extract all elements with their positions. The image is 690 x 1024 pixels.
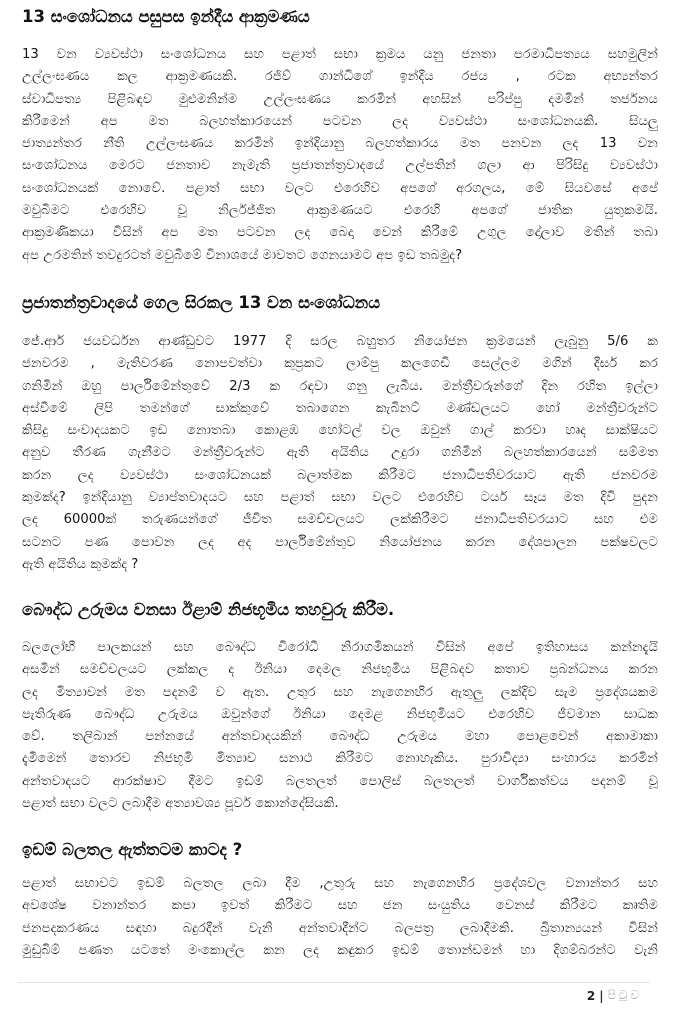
section-paragraph-buddhist-heritage — [22, 637, 658, 815]
section-paragraph-13th-amendment-indian-invasion — [22, 44, 658, 267]
text-line: අවශේෂ වනාන්තර කපා ඉවත් කිරීමට සහ ජන සංයුතිය වෙනස් කිරීමට කෘතිම — [22, 898, 658, 914]
text-line: ජේ.ආර් ජයවර්ධන ආණ්ඩුවට 1977 දි සරල බහුතර නියෝජන ක්‍රමයෙන් ලැබුනු 5/6 ක — [22, 334, 658, 349]
text-line: ලද 60000ක් තරුණයන්ගේ ජීවිත සමච්චලයට ලක්කිරීමට ජනාධිපතිවරයාට සහ එම — [22, 512, 658, 528]
text-line: ජනපදකරණය සඳහා බදුරදීන් වැනි අන්තවාදීන්ට බලපත්‍ර ලබාදීමකි. බ්‍රිතාන්‍යයන් විසින් — [22, 920, 658, 936]
section-heading-land-powers: ඉඩම් බලතල ඇත්තටම කාටද ? — [22, 840, 243, 859]
text-line: වේ. තලිබාන් පන්නයේ අන්තවාදයකින් බෞද්ධ උරුමය මහා පොළවෙන් අකාමාකා — [22, 729, 658, 745]
text-line: අනුව තීරණ ගැනීමට මන්ත්‍රීවරුන්ට ඇති අයිතිය උදුරා ගනිමින් බලහත්කාරයෙන් සම්මත — [22, 445, 658, 461]
page-number: 2 — [586, 988, 596, 1003]
text-line: 13 වන ව්‍යවස්ථා සංශෝධනය සහ පළාත් සභා ක්‍රමය යනු ජනතා පරමාධිපත්‍යය සහමුලින් — [22, 47, 658, 62]
section-paragraph-democracy-strangled — [22, 331, 658, 576]
footer-divider — [18, 982, 650, 983]
text-line: ජාත්‍යන්තර නීති උල්ලංඝණය කරමින් ඉන්දියානු බලහත්කාරය මත පනවන ලද 13 වන — [22, 136, 658, 152]
text-line: ලද මිත්‍යාවන් මත පදනම් ව ඇත. උතුර සහ නැගෙනහිර ඇතුලු ලක්දිව සැම ප්‍රදේශයකම — [22, 684, 658, 700]
section-paragraph-land-powers — [22, 873, 658, 962]
text-line: මුඩුබිම් පණත යටතේ මංකොල්ල කන ලද කඳුකර ඉඩම් තොන්ඩමන් හා දිගම්බරන්ට වැනි — [22, 942, 658, 958]
text-line: අන්තවාදයට ආරක්ෂාව දීමට ඉඩම් බලතලත් පොලිස් බලතලත් වාර්ගිකත්වය පදනම් වූ — [22, 773, 658, 789]
text-line: අසමින් සමච්චලයට ලක්කල ද ඊනියා දෙමල නිජභූමිය පිළිබදව කතාව ප්‍රබන්ධනය කරන — [22, 662, 658, 678]
page-footer — [587, 988, 642, 1003]
text-line: සංශෝධනයක් නොවේ. පළාත් සභා වලට එරෙහිව අපගේ අරගලය, මේ සියවසේ අපේ — [22, 180, 658, 196]
text-line: කුමක්ද? ඉන්දියානු ව්‍යාප්තවාදයට සහ පළාත් සභා වලට එරෙහිව ටයර් සෑය මත දිවි පුදන — [22, 490, 658, 506]
text-line: අස්වීමේ ලිපි තමන්ගේ සාක්කුවේ තබාගෙන කැබිනට් මණ්ඩලයට හෝ මන්ත්‍රීවරුන්ට — [22, 400, 658, 416]
section-heading-13th-amendment-indian-invasion: 13 සංශෝධනය පසුපස ඉන්දීය ආක්‍රමණය — [22, 7, 310, 26]
text-line: මවුබිමට එරෙහිව වූ නිර්ලජ්ජිත ආක්‍රමණයට එරෙහි අපගේ ජාතික යුතුකමයි. — [22, 203, 658, 219]
text-line: කිරීමෙන් අප මත බලහත්කාරයෙන් පටවන ලද ව්‍යවස්ථා සංශෝධනයකි. සියලු — [22, 113, 658, 129]
text-line: උල්ලංඝණය කල ආක්‍රමණයකි. රජිව් ගාන්ධිගේ ඉන්දීය රජය , රටක අභ්‍යන්තර — [22, 69, 658, 85]
page-label: පිටුව — [607, 988, 642, 1002]
text-line: කිසිදු සංවාදයකට ඉඩ නොතබා කොළඹ හෝටල් වල ඔවුන් ගාල් කරවා හෘද සාක්ෂියට — [22, 423, 658, 439]
text-line: බලලෝභී පාලකයන් සහ බෞද්ධ විරෝධී නිරාගමිකයන් විසින් අපේ ඉතිහාසය කන්නදැයි — [22, 640, 658, 655]
text-line: ගනිමින් ඔහු පාර්ලිමේන්තුවේ 2/3 ක රඳවා ගනු ලැබීය. මන්ත්‍රීවරුන්ගේ දින රහිත ඉල්ලා — [22, 378, 658, 394]
text-line: ස්වාධිපත්‍ය පිළිබඳව මුළුමනින්ම උල්ලංඝණය කරමින් අහසින් පරිප්පු දමමින් තර්ජනය — [22, 91, 658, 107]
section-heading-democracy-strangled: ප්‍රජාතන්ත්‍රවාදයේ ගෙල සිරකල 13 වන සංශෝධනය — [22, 293, 381, 312]
text-line: සංශෝධනය මෙරට ජනතාව නැමැති ප්‍රජාතන්ත්‍රවාදයේ උල්පතින් ගලා ආ පිරිසිදු ව්‍යවස්ථා — [22, 158, 658, 174]
section-heading-buddhist-heritage: බෞද්ධ උරුමය වනසා ඊළාම් නිජභූමිය තහවුරු කිරීම. — [22, 600, 395, 619]
text-line: පළාත් සභාවට ඉඩම් බලතල ලබා දීම ,උතුරු සහ නැගෙනහිර ප්‍රදේශවල වනාන්තර සහ — [22, 876, 658, 891]
text-line: ආක්‍රමණිකයා විසින් අප මත පටවන ලද බෙදා වෙන් කිරීමේ උගුල දෝලාව මතින් තබා — [22, 225, 658, 241]
text-line: දැමීමෙන් තොරව නිජභූමි මිත්‍යාව සනාථ කිරීමට නොහැකිය. පුරාවිද්‍යා සංහාරය කරමින් — [22, 751, 658, 767]
text-line: ඇති අයිතිය කුමක්ද ? — [22, 556, 139, 572]
text-line: පැතිරුණ බෞද්ධ උරුමය ඔවුන්ගේ ඊනියා දෙමළ නිජභූමියට එරෙහිව ජීවමාන සාධක — [22, 706, 658, 722]
footer-separator: | — [599, 988, 604, 1003]
text-line: සටනට පණ පොවන ලද අද පාර්ලිමේන්තුව නියෝජනය කරන දේශපාලන පක්ෂවලට — [22, 534, 658, 550]
text-line: පළාත් සභා වලට ලබාදීම අත්‍යාවශ්‍ය පූර්ව කොන්දේසියකි. — [22, 796, 339, 812]
text-line: කරන ලද ව්‍යවස්ථා සංශෝධනයක් බලාත්මක කිරීමට ජනාධිපතිවරයාට ඇති ජනවරම — [22, 467, 658, 483]
text-line: ජනවරම , මැතිවරණ නොපවත්වා කුප්‍රකට ලාම්පු කලගෙඩි සෙල්ලම මගින් දීර්ඝ කර — [22, 356, 658, 372]
text-line: අප උරමතින් තවදුරටත් මවුබිමේ විනාශයේ මාවතට ගෙනයාමට අප ඉඩ තබමුද? — [22, 247, 463, 263]
